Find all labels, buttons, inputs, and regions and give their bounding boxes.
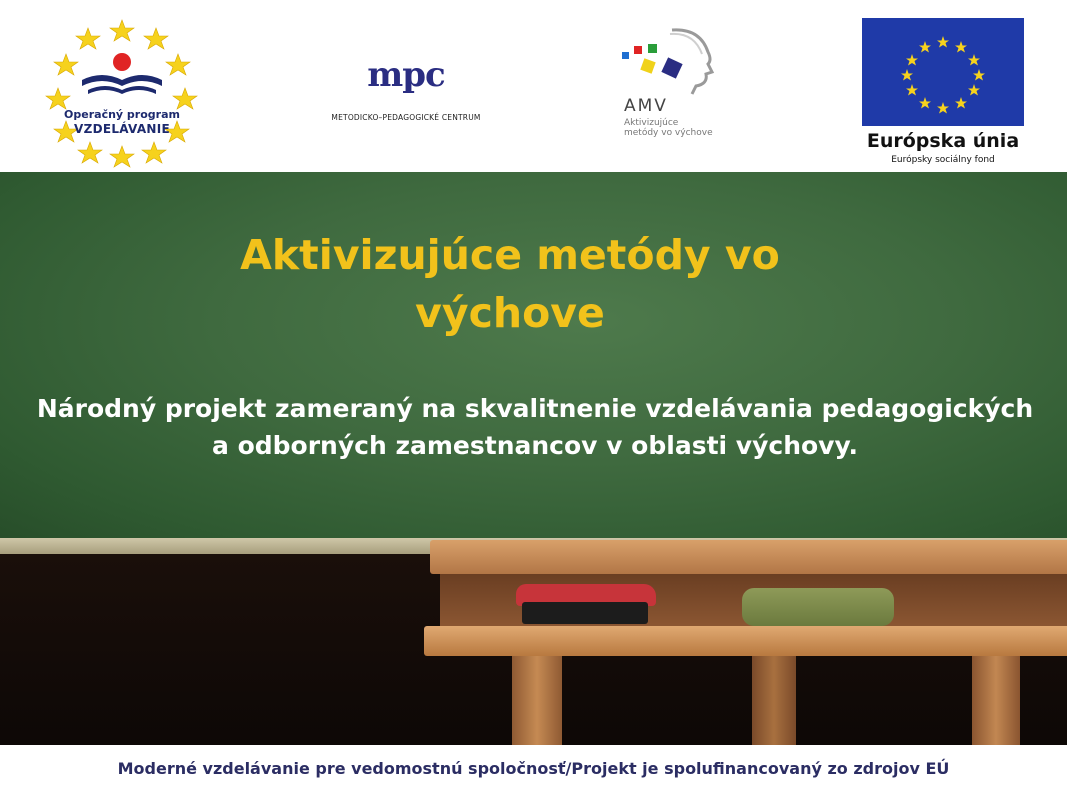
op-logo-line2: VZDELÁVANIE bbox=[73, 122, 171, 136]
red-eraser-icon bbox=[516, 584, 656, 624]
eu-logo-subtitle: Európsky sociálny fond bbox=[891, 155, 995, 165]
eu-logo bbox=[862, 18, 1024, 168]
mpc-logo-word: mpc bbox=[367, 55, 445, 95]
head-profile-icon bbox=[612, 24, 722, 96]
footer bbox=[0, 745, 1067, 799]
header-logos bbox=[0, 0, 1067, 172]
op-logo-line1: Operačný program bbox=[64, 108, 180, 121]
eu-logo-title: Európska únia bbox=[866, 130, 1020, 152]
amv-logo-subtitle: Aktivizujúce metódy vo výchove bbox=[624, 118, 713, 138]
star-circle-icon bbox=[44, 18, 200, 168]
slide-title: Aktivizujúce metódy vo výchove bbox=[240, 231, 780, 337]
desk-front-board bbox=[424, 626, 1067, 656]
desk-leg-left bbox=[512, 656, 562, 746]
footer-text: Moderné vzdelávanie pre vedomostnú spoločnosť/Projekt je spolufinancovaný zo zdrojov EÚ bbox=[117, 759, 950, 778]
green-sponge-icon bbox=[742, 588, 894, 626]
slide-subtitle: Národný projekt zameraný na skvalitnenie vzdelávania pedagogických a odborných zamestnancov v oblasti výchovy. bbox=[36, 394, 1034, 460]
desk-leg-right bbox=[972, 656, 1020, 746]
desk-leg-middle bbox=[752, 656, 796, 746]
mpc-logo-subtitle: METODICKO–PEDAGOGICKÉ CENTRUM bbox=[331, 113, 481, 122]
eu-flag-icon bbox=[862, 18, 1024, 126]
desk-back-board bbox=[430, 540, 1067, 574]
amv-logo-word: AMV bbox=[624, 96, 668, 116]
mpc-logo bbox=[316, 55, 496, 125]
op-vzdelavanie-logo bbox=[44, 18, 200, 168]
amv-logo bbox=[612, 24, 722, 148]
